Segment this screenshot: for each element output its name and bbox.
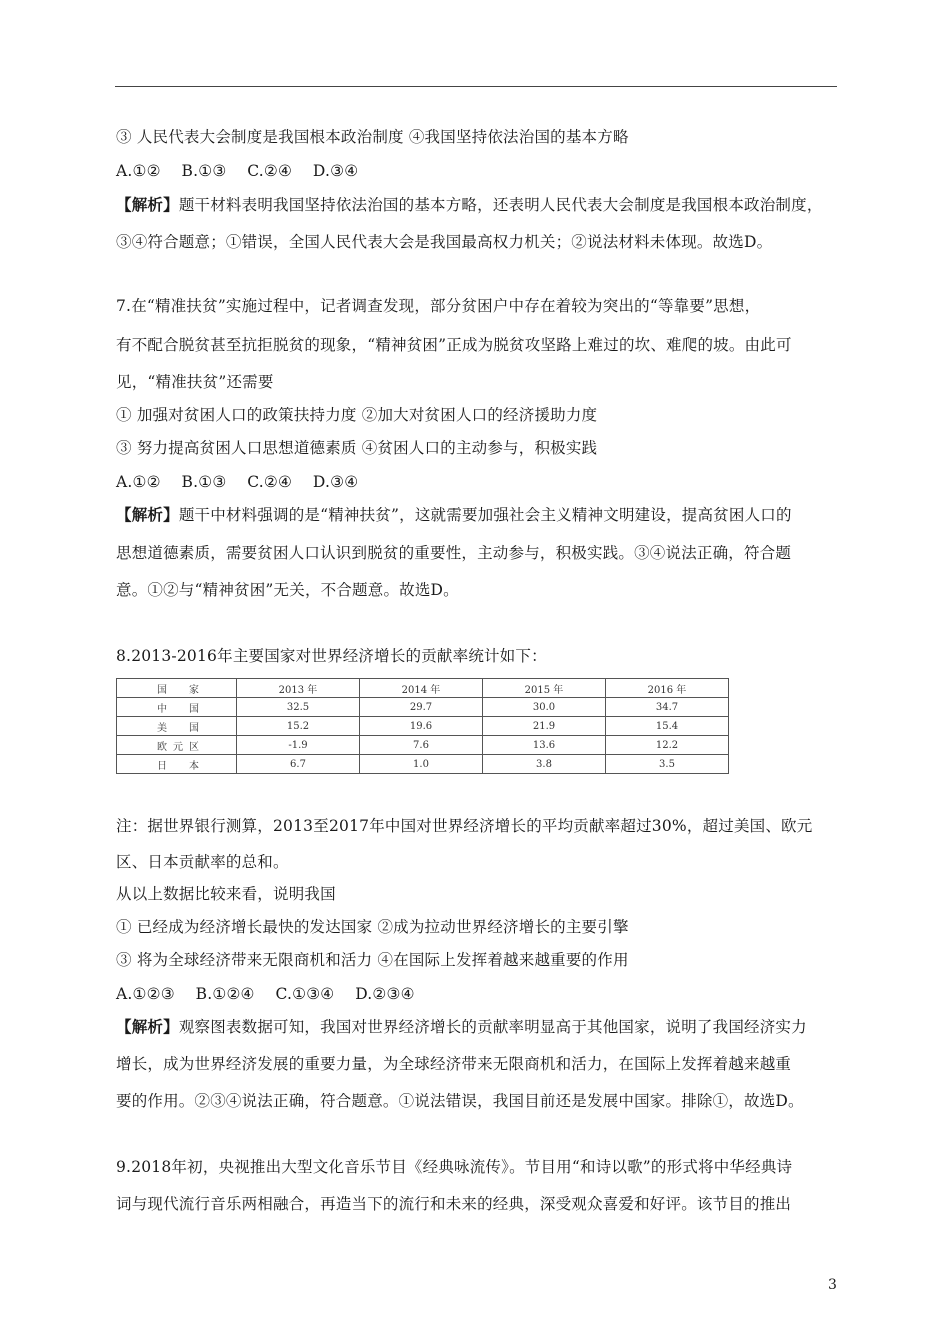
text-line: 意。①②与“精神贫困”无关，不合题意。故选D。	[116, 581, 459, 599]
table-cell: 13.6	[483, 736, 606, 755]
table-cell: 12.2	[606, 736, 729, 755]
table-cell: 日 本	[117, 755, 237, 774]
table-cell: 34.7	[606, 698, 729, 717]
text-line: ③ 人民代表大会制度是我国根本政治制度 ④我国坚持依法治国的基本方略	[116, 128, 629, 146]
table-cell: 6.7	[237, 755, 360, 774]
table-cell: 15.4	[606, 717, 729, 736]
table-cell: 7.6	[360, 736, 483, 755]
analysis-line	[116, 1017, 807, 1037]
answer-options: A.①② B.①③ C.②④ D.③④	[116, 162, 359, 180]
text-line: 有不配合脱贫甚至抗拒脱贫的现象，“精神贫困”正成为脱贫攻坚路上难过的坎、难爬的坡。由此可	[116, 336, 792, 354]
question-9: 9.2018年初，央视推出大型文化音乐节目《经典咏流传》。节目用“和诗以歌”的形式将中华经典诗	[116, 1158, 793, 1176]
text-line: 词与现代流行音乐两相融合，再造当下的流行和未来的经典，深受观众喜爱和好评。该节目的推出	[116, 1195, 792, 1213]
header-rule	[115, 86, 837, 87]
page-number: 3	[828, 1277, 837, 1293]
table-header-cell: 2014 年	[360, 679, 483, 698]
text-line: 思想道德素质，需要贫困人口认识到脱贫的重要性，主动参与，积极实践。③④说法正确，符合题	[116, 544, 792, 562]
table-header-row	[117, 679, 729, 698]
table-header-cell: 2016 年	[606, 679, 729, 698]
table-cell: 欧元区	[117, 736, 237, 755]
text-line: ③ 将为全球经济带来无限商机和活力 ④在国际上发挥着越来越重要的作用	[116, 951, 629, 969]
table-cell: 19.6	[360, 717, 483, 736]
analysis-tag: 【解析】	[116, 1017, 179, 1036]
answer-options: A.①② B.①③ C.②④ D.③④	[116, 473, 359, 491]
answer-options: A.①②③ B.①②④ C.①③④ D.②③④	[116, 985, 415, 1003]
table-cell: 中 国	[117, 698, 237, 717]
table-cell: 美 国	[117, 717, 237, 736]
text-line: 见，“精准扶贫”还需要	[116, 373, 274, 391]
text-line: ③ 努力提高贫困人口思想道德素质 ④贫困人口的主动参与，积极实践	[116, 439, 598, 457]
text-line: ③④符合题意；①错误，全国人民代表大会是我国最高权力机关；②说法材料未体现。故选D。	[116, 233, 773, 251]
table-header-cell: 国 家	[117, 679, 237, 698]
analysis-line	[116, 505, 792, 525]
text-line: ① 加强对贫困人口的政策扶持力度 ②加大对贫困人口的经济援助力度	[116, 406, 598, 424]
analysis-text: 观察图表数据可知，我国对世界经济增长的贡献率明显高于其他国家，说明了我国经济实力	[178, 1018, 807, 1036]
analysis-line	[116, 195, 823, 215]
table-cell: 21.9	[483, 717, 606, 736]
table-row	[117, 717, 729, 736]
text-line: 增长，成为世界经济发展的重要力量，为全球经济带来无限商机和活力，在国际上发挥着越来越重	[116, 1055, 792, 1073]
note-line: 区、日本贡献率的总和。	[116, 853, 289, 871]
table-cell: 15.2	[237, 717, 360, 736]
table-header-cell: 2015 年	[483, 679, 606, 698]
question-8: 8.2013-2016年主要国家对世界经济增长的贡献率统计如下：	[116, 647, 547, 665]
text-line: 从以上数据比较来看，说明我国	[116, 885, 336, 903]
analysis-tag: 【解析】	[116, 505, 179, 524]
table-row	[117, 755, 729, 774]
note-line: 注：据世界银行测算，2013至2017年中国对世界经济增长的平均贡献率超过30%，超过美国、欧元	[116, 817, 813, 835]
text-line: 要的作用。②③④说法正确，符合题意。①说法错误，我国目前还是发展中国家。排除①，故选D。	[116, 1092, 804, 1110]
question-7: 7.在“精准扶贫”实施过程中，记者调查发现，部分贫困户中存在着较为突出的“等靠要”思想，	[116, 297, 761, 315]
table-cell: 3.5	[606, 755, 729, 774]
table-cell: 1.0	[360, 755, 483, 774]
analysis-text: 题干材料表明我国坚持依法治国的基本方略，还表明人民代表大会制度是我国根本政治制度，	[178, 196, 823, 214]
analysis-text: 题干中材料强调的是“精神扶贫”，这就需要加强社会主义精神文明建设，提高贫困人口的	[178, 506, 792, 524]
table-cell: 3.8	[483, 755, 606, 774]
table-row	[117, 698, 729, 717]
table-cell: 30.0	[483, 698, 606, 717]
table-cell: 29.7	[360, 698, 483, 717]
table-header-cell: 2013 年	[237, 679, 360, 698]
text-line: ① 已经成为经济增长最快的发达国家 ②成为拉动世界经济增长的主要引擎	[116, 918, 629, 936]
table-cell: -1.9	[237, 736, 360, 755]
analysis-tag: 【解析】	[116, 195, 179, 214]
table-row	[117, 736, 729, 755]
contribution-table	[116, 678, 729, 774]
table-cell: 32.5	[237, 698, 360, 717]
